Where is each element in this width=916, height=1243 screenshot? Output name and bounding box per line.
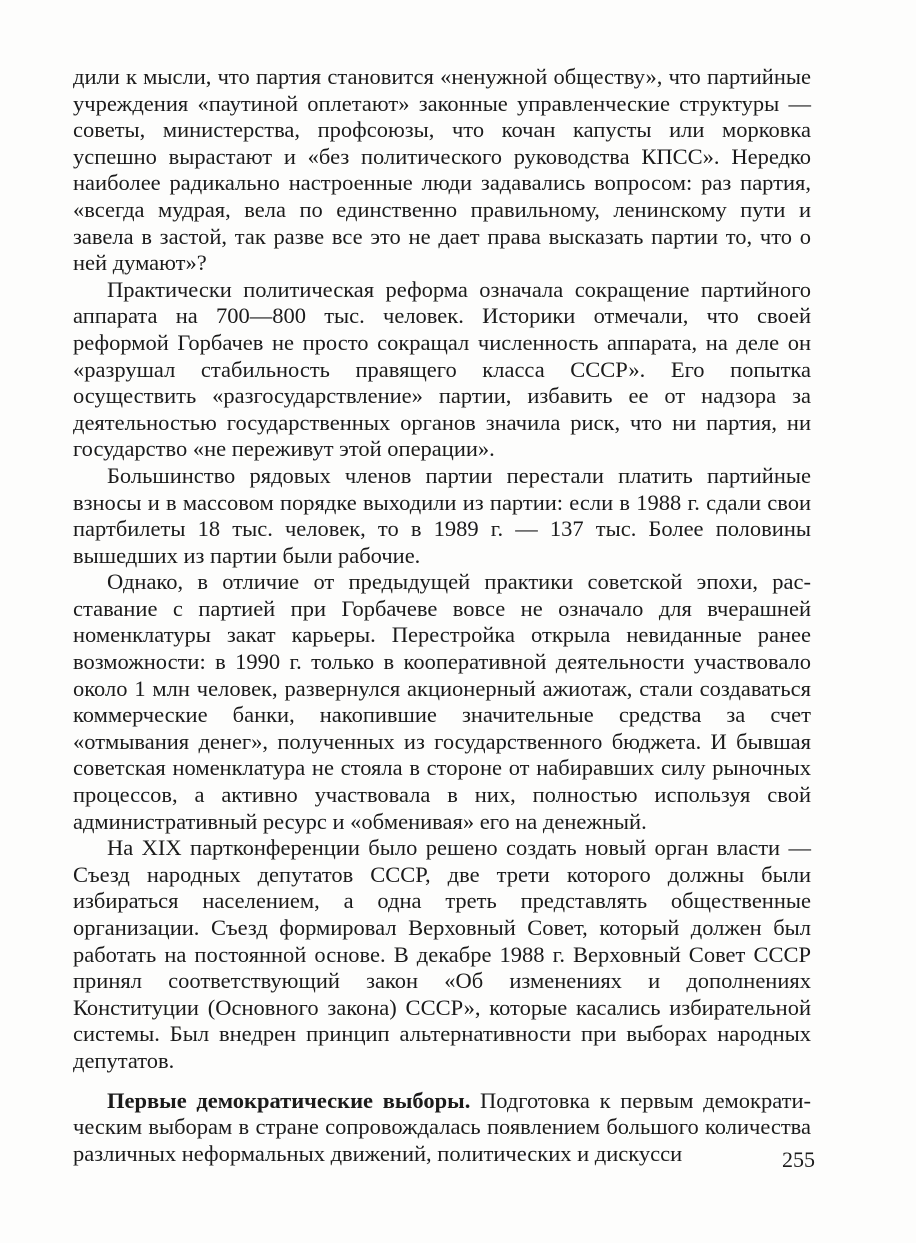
section-heading-inline: Первые демократические выборы. — [107, 1087, 471, 1113]
paragraph-1 — [73, 64, 811, 277]
paragraph-text: Практически политическая реформа означала сокращение партийного аппарата на 700—800 тыс. человек. Историки отмечали, что своей реформой Горбачев не просто сокращал численность аппарата, на деле он «разрушал стабильность правящего класса СССР». Его попытка осуществить «разгосударствление» партии, избавить ее от надзора за деятельностью государственных органов значила риск, что ни партия, ни государство «не переживут этой операции». — [73, 276, 811, 462]
paragraph-text: На XIX партконференции было решено создать новый орган власти — Съезд народных депутатов СССР, две трети которого должны были избираться населением, а одна треть представлять общественные организации. Съезд формировал Верховный Совет, который должен был работать на постоянной основе. В декабре 1988 г. Верховный Совет СССР принял соответствующий закон «Об изменениях и дополнениях Конституции (Основного закона) СССР», которые касались избирательной системы. Был внедрен принцип альтернативности при выборах народных депутатов. — [73, 835, 811, 1073]
paragraph-3 — [73, 463, 811, 569]
paragraph-5 — [73, 835, 811, 1074]
paragraph-text: Подготовка к первым демократическим выборам в стране сопровождалась появлением большого количества различных неформальных движений, политических и дискусси — [73, 1087, 811, 1166]
paragraph-text: дили к мысли, что партия становится «ненужной обществу», что партийные учреждения «паутиной оплетают» законные управленческие структуры — советы, министерства, профсоюзы, что кочан капусты или морковка успешно вырастают и «без политического руководства КПСС». Нередко наиболее радикально настроенные люди задавались вопросом: раз партия, «всегда мудрая, вела по единственно правильному, ленинскому пути и завела в застой, так разве все это не дает права высказать партии то, что о ней думают»? — [73, 64, 811, 276]
paragraph-6-section-start — [73, 1088, 811, 1168]
paragraph-text: Большинство рядовых членов партии перестали платить партийные взносы и в массовом порядке выходили из партии: если в 1988 г. сдали свои партбилеты 18 тыс. человек, то в 1989 г. — 137 тыс. Более половины вышедших из партии были рабочие. — [73, 462, 811, 568]
body-text — [73, 64, 811, 1167]
paragraph-4 — [73, 569, 811, 835]
paragraph-2 — [73, 277, 811, 463]
paragraph-text: Однако, в отличие от предыдущей практики советской эпохи, расставание с партией при Горбачеве вовсе не означало для вчерашней номенклатуры закат карьеры. Перестройка открыла невиданные ранее возможности: в 1990 г. только в кооперативной деятельности участвовало около 1 млн человек, развернулся акционерный ажиотаж, стали создаваться коммерческие банки, накопившие значительные средства за счет «отмывания денег», полученных из государственного бюджета. И бывшая советская номенклатура не стояла в стороне от набиравших силу рыночных процессов, а активно участвовала в них, полностью используя свой административный ресурс и «обменивая» его на денежный. — [73, 569, 811, 834]
page-number: 255 — [782, 1147, 815, 1172]
